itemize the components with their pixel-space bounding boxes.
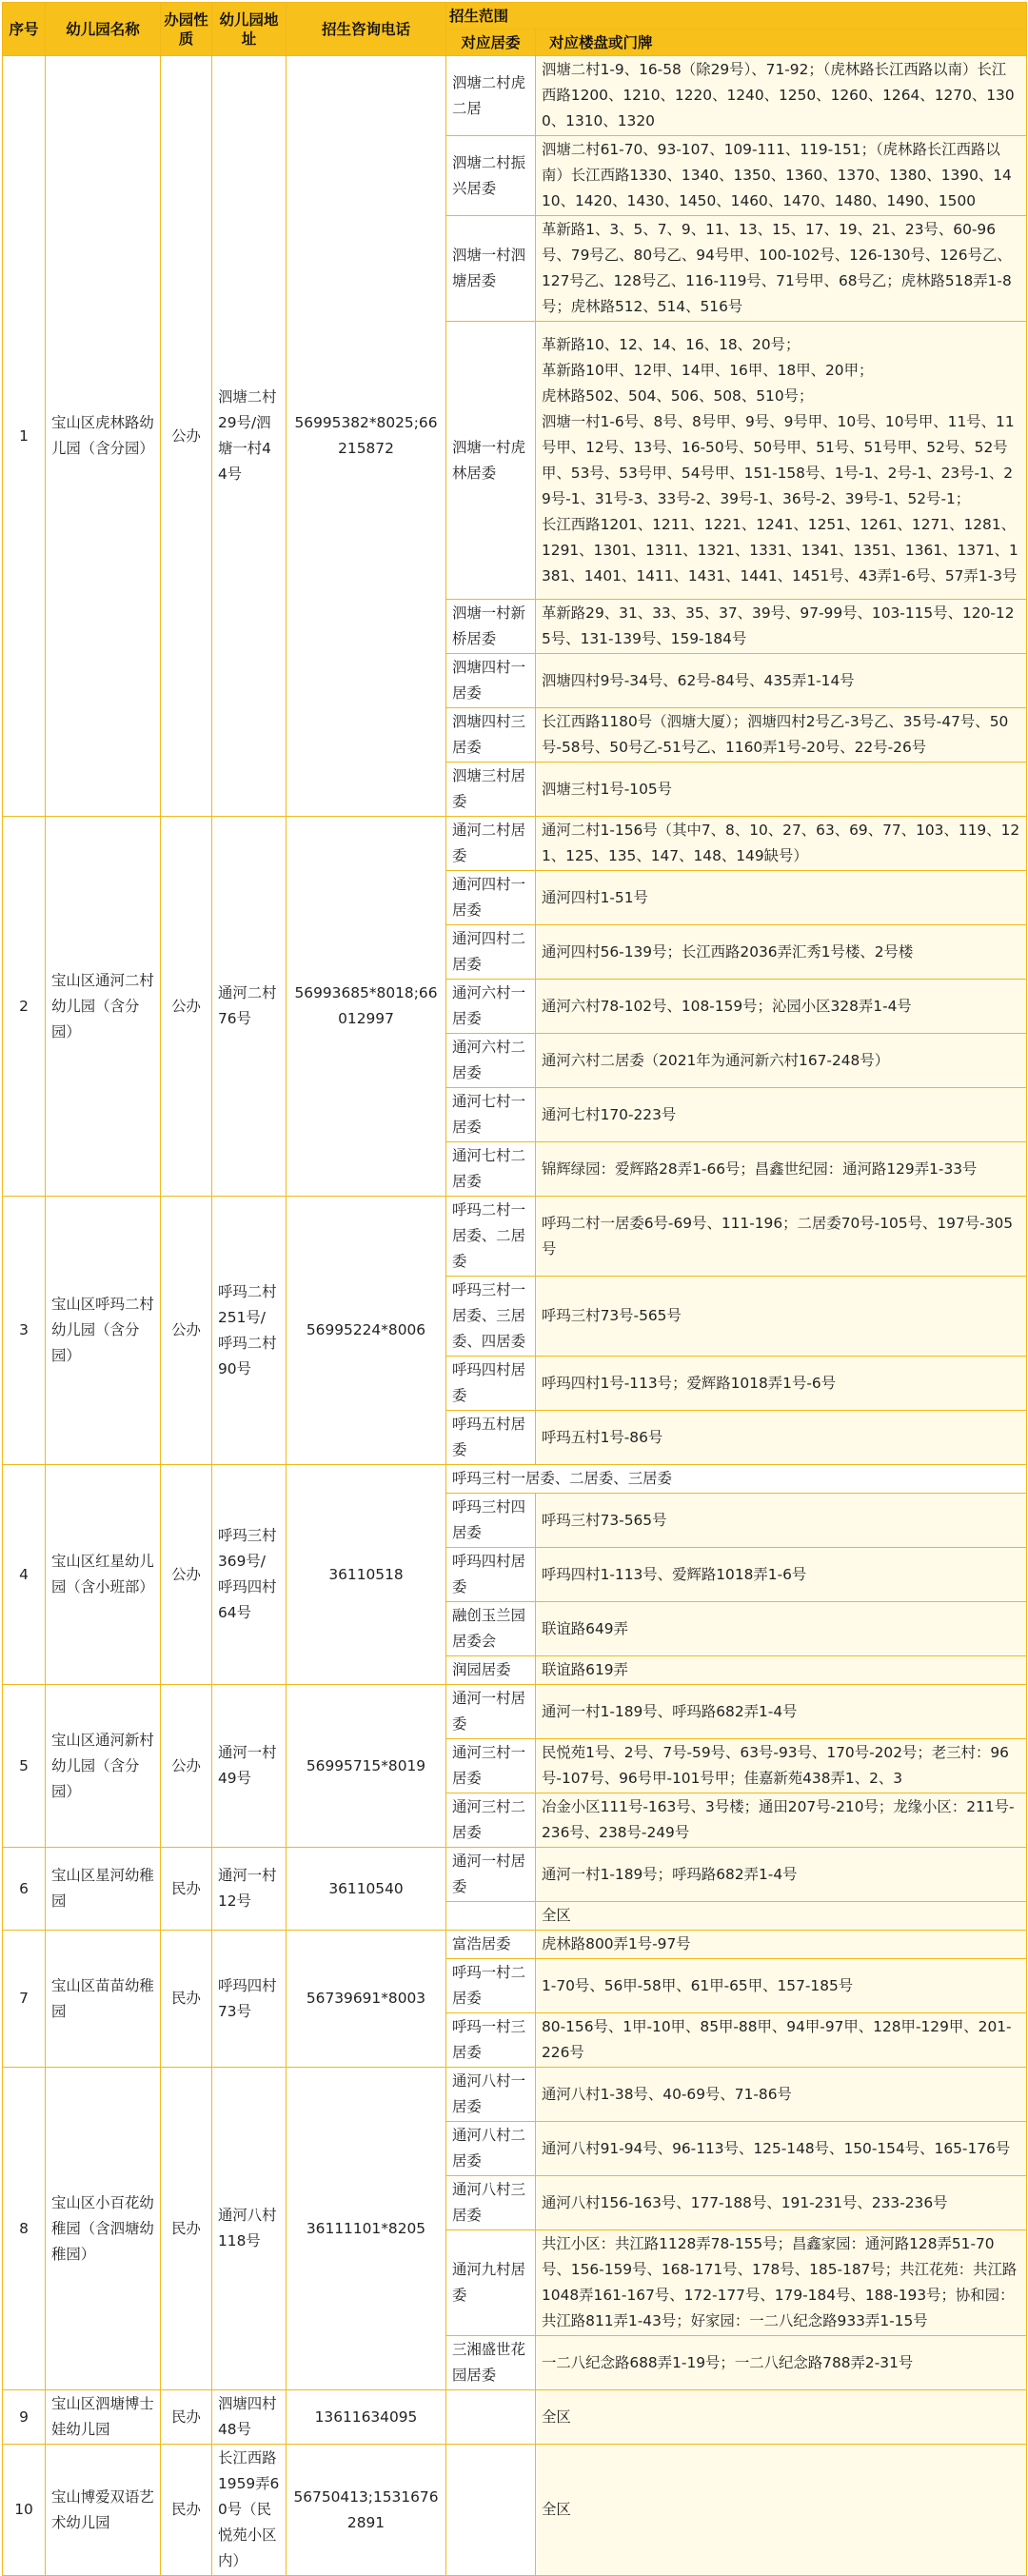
cell-committee: 通河一村居委: [446, 1848, 536, 1902]
cell-address: 通河二村76号: [212, 817, 287, 1197]
cell-committee: 呼玛五村居委: [446, 1411, 536, 1465]
cell-committee: [446, 2445, 536, 2576]
header-type: 办园性质: [161, 3, 212, 56]
cell-committee: 通河七村一居委: [446, 1088, 536, 1142]
cell-type: 民办: [161, 1931, 212, 2068]
table-row: [3, 1931, 1027, 1959]
cell-type: 民办: [161, 2445, 212, 2576]
cell-school-name: 宝山区泗塘博士娃幼儿园: [46, 2390, 161, 2445]
cell-buildings: 通河四村1-51号: [536, 871, 1027, 925]
cell-buildings: 全区: [536, 2390, 1027, 2445]
header-row: [3, 3, 1027, 30]
cell-buildings: 泗塘二村61-70、93-107、109-111、119-151；（虎林路长江西路以南）长江西路1330、1340、1350、1360、1370、1380、1390、1410、1420、1430、1450、1460、1470、1480、1490、1500: [536, 136, 1027, 216]
cell-committee: 泗塘一村新桥居委: [446, 600, 536, 654]
cell-address: 呼玛四村73号: [212, 1931, 287, 2068]
cell-committee: 通河一村居委: [446, 1685, 536, 1739]
cell-committee: 呼玛三村四居委: [446, 1494, 536, 1548]
cell-buildings: 一二八纪念路688弄1-19号；一二八纪念路788弄2-31号: [536, 2336, 1027, 2390]
cell-buildings: 通河八村1-38号、40-69号、71-86号: [536, 2068, 1027, 2122]
cell-no: 5: [3, 1685, 46, 1848]
header-buildings: 对应楼盘或门牌: [536, 30, 1027, 56]
cell-address: 长江西路1959弄60号（民悦苑小区内）: [212, 2445, 287, 2576]
cell-phone: 13611634095: [287, 2390, 446, 2445]
cell-buildings: 通河一村1-189号、呼玛路682弄1-4号: [536, 1685, 1027, 1739]
cell-type: 公办: [161, 1465, 212, 1685]
cell-committee: 泗塘一村泗塘居委: [446, 216, 536, 322]
cell-no: 6: [3, 1848, 46, 1931]
cell-address: 呼玛三村369号/呼玛四村64号: [212, 1465, 287, 1685]
cell-committee: 通河三村二居委: [446, 1793, 536, 1848]
cell-buildings: 锦辉绿园：爱辉路28弄1-66号；昌鑫世纪园：通河路129弄1-33号: [536, 1142, 1027, 1197]
cell-school-name: 宝山区呼玛二村幼儿园（含分园）: [46, 1197, 161, 1465]
cell-committee: 呼玛四村居委: [446, 1357, 536, 1411]
cell-buildings: 呼玛三村73号-565号: [536, 1277, 1027, 1357]
cell-buildings: 通河六村二居委（2021年为通河新六村167-248号）: [536, 1034, 1027, 1088]
cell-committee: 通河四村一居委: [446, 871, 536, 925]
cell-committee: 通河八村三居委: [446, 2176, 536, 2230]
cell-buildings: 通河七村170-223号: [536, 1088, 1027, 1142]
cell-buildings: 泗塘三村1号-105号: [536, 763, 1027, 817]
cell-no: 3: [3, 1197, 46, 1465]
cell-no: 8: [3, 2068, 46, 2390]
cell-buildings: 通河六村78-102号、108-159号；沁园小区328弄1-4号: [536, 980, 1027, 1034]
cell-committee: 通河六村一居委: [446, 980, 536, 1034]
cell-committee: 泗塘一村虎林居委: [446, 322, 536, 600]
table-row: [3, 1197, 1027, 1277]
cell-committee: 通河四村二居委: [446, 925, 536, 980]
cell-committee: 通河八村二居委: [446, 2122, 536, 2176]
table-row: [3, 2068, 1027, 2122]
cell-type: 民办: [161, 1848, 212, 1931]
cell-buildings: 革新路10、12、14、16、18、20号； 革新路10甲、12甲、14甲、16甲、18甲、20甲； 虎林路502、504、506、508、510号； 泗塘一村1-6号、8号、8号甲、9号、9号甲、10号、10号甲、11号、11号甲、12号、13号、16-50号、50号甲、51号、51号甲、52号、52号甲、53号、53号甲、54号甲、151-158号、1号-1、2号-1、23号-1、29号-1、31号-3、33号-2、39号-1、36号-2、39号-1、52号-1； 长江西路1201、1211、1221、1241、1251、1261、1271、1281、1291、1301、1311、1321、1331、1341、1351、1361、1371、1381、1401、1411、1431、1441、1451号、43弄1-6号、57弄1-3号: [536, 322, 1027, 600]
cell-committee: 通河六村二居委: [446, 1034, 536, 1088]
cell-phone: 56739691*8003: [287, 1931, 446, 2068]
table-row: [3, 1465, 1027, 1494]
cell-no: 4: [3, 1465, 46, 1685]
cell-school-name: 宝山博爱双语艺术幼儿园: [46, 2445, 161, 2576]
cell-buildings: 通河一村1-189号；呼玛路682弄1-4号: [536, 1848, 1027, 1902]
cell-committee: 融创玉兰园居委会: [446, 1602, 536, 1656]
cell-type: 公办: [161, 56, 212, 817]
cell-phone: 56995224*8006: [287, 1197, 446, 1465]
cell-phone: 36110540: [287, 1848, 446, 1931]
cell-committee: 泗塘三村居委: [446, 763, 536, 817]
cell-buildings: 虎林路800弄1号-97号: [536, 1931, 1027, 1959]
cell-committee: 泗塘四村一居委: [446, 654, 536, 708]
cell-no: 10: [3, 2445, 46, 2576]
cell-committee: 呼玛一村二居委: [446, 1959, 536, 2013]
cell-buildings: 全区: [536, 2445, 1027, 2576]
cell-committee: [446, 1902, 536, 1931]
header-name: 幼儿园名称: [46, 3, 161, 56]
cell-no: 9: [3, 2390, 46, 2445]
cell-school-name: 宝山区小百花幼稚园（含泗塘幼稚园）: [46, 2068, 161, 2390]
cell-buildings: 联谊路619弄: [536, 1656, 1027, 1685]
cell-buildings: 通河四村56-139号；长江西路2036弄汇秀1号楼、2号楼: [536, 925, 1027, 980]
cell-committee: 通河二村居委: [446, 817, 536, 871]
cell-type: 公办: [161, 1685, 212, 1848]
table-row: [3, 56, 1027, 136]
cell-school-name: 宝山区红星幼儿园（含小班部）: [46, 1465, 161, 1685]
header-phone: 招生咨询电话: [287, 3, 446, 56]
cell-buildings: 民悦苑1号、2号、7号-59号、63号-93号、170号-202号；老三村：96号-107号、96号甲-101号甲；佳嘉新苑438弄1、2、3: [536, 1739, 1027, 1793]
cell-buildings: 联谊路649弄: [536, 1602, 1027, 1656]
cell-committee: 三湘盛世花园居委: [446, 2336, 536, 2390]
cell-buildings: 冶金小区111号-163号、3号楼；通田207号-210号；龙缘小区：211号-236号、238号-249号: [536, 1793, 1027, 1848]
cell-phone: 36111101*8205: [287, 2068, 446, 2390]
cell-buildings: 呼玛四村1号-113号；爱辉路1018弄1号-6号: [536, 1357, 1027, 1411]
cell-no: 7: [3, 1931, 46, 2068]
table-row: [3, 2390, 1027, 2445]
cell-committee: 通河七村二居委: [446, 1142, 536, 1197]
table-row: [3, 1848, 1027, 1902]
cell-phone: 36110518: [287, 1465, 446, 1685]
cell-phone: 56750413;15316762891: [287, 2445, 446, 2576]
cell-buildings: 通河八村91-94号、96-113号、125-148号、150-154号、165-176号: [536, 2122, 1027, 2176]
cell-buildings: 泗塘四村9号-34号、62号-84号、435弄1-14号: [536, 654, 1027, 708]
cell-phone: 56995715*8019: [287, 1685, 446, 1848]
cell-buildings: 全区: [536, 1902, 1027, 1931]
table-body: [3, 56, 1027, 2576]
cell-committee: 通河八村一居委: [446, 2068, 536, 2122]
cell-buildings: 呼玛五村1号-86号: [536, 1411, 1027, 1465]
cell-buildings: 呼玛二村一居委6号-69号、111-196；二居委70号-105号、197号-305号: [536, 1197, 1027, 1277]
cell-no: 1: [3, 56, 46, 817]
cell-type: 公办: [161, 1197, 212, 1465]
cell-phone: 56993685*8018;66012997: [287, 817, 446, 1197]
table-row: [3, 1685, 1027, 1739]
cell-buildings: 长江西路1180号（泗塘大厦）；泗塘四村2号乙-3号乙、35号-47号、50号-58号、50号乙-51号乙、1160弄1号-20号、22号-26号: [536, 708, 1027, 763]
cell-school-name: 宝山区星河幼稚园: [46, 1848, 161, 1931]
cell-committee: 富浩居委: [446, 1931, 536, 1959]
cell-committee: 呼玛四村居委: [446, 1548, 536, 1602]
cell-address: 通河八村118号: [212, 2068, 287, 2390]
cell-committee: 呼玛三村一居委、二居委、三居委: [446, 1465, 1027, 1494]
cell-address: 通河一村12号: [212, 1848, 287, 1931]
cell-committee: 呼玛二村一居委、二居委: [446, 1197, 536, 1277]
cell-address: 泗塘四村48号: [212, 2390, 287, 2445]
cell-school-name: 宝山区通河二村幼儿园（含分园）: [46, 817, 161, 1197]
page: [0, 2, 1028, 2569]
cell-buildings: 共江小区：共江路1128弄78-155号；昌鑫家园：通河路128弄51-70号、156-159号、168-171号、178号、185-187号；共江花苑：共江路1048弄161-167号、172-177号、179-184号、188-193号；协和园：共江路811弄1-43号；好家园：一二八纪念路933弄1-15号: [536, 2230, 1027, 2336]
header-no: 序号: [3, 3, 46, 56]
cell-buildings: 革新路29、31、33、35、37、39号、97-99号、103-115号、120-125号、131-139号、159-184号: [536, 600, 1027, 654]
cell-buildings: 呼玛四村1-113号、爱辉路1018弄1-6号: [536, 1548, 1027, 1602]
header-committee: 对应居委: [446, 30, 536, 56]
cell-committee: 泗塘四村三居委: [446, 708, 536, 763]
cell-school-name: 宝山区通河新村幼儿园（含分园）: [46, 1685, 161, 1848]
cell-buildings: 泗塘二村1-9、16-58（除29号）、71-92；（虎林路长江西路以南）长江西路1200、1210、1220、1240、1250、1260、1264、1270、1300、1310、1320: [536, 56, 1027, 136]
header-address: 幼儿园地址: [212, 3, 287, 56]
cell-type: 民办: [161, 2068, 212, 2390]
table-row: [3, 817, 1027, 871]
cell-committee: 呼玛一村三居委: [446, 2013, 536, 2068]
cell-buildings: 1-70号、56甲-58甲、61甲-65甲、157-185号: [536, 1959, 1027, 2013]
cell-committee: 通河九村居委: [446, 2230, 536, 2336]
cell-phone: 56995382*8025;66215872: [287, 56, 446, 817]
cell-type: 公办: [161, 817, 212, 1197]
cell-committee: 呼玛三村一居委、三居委、四居委: [446, 1277, 536, 1357]
table-row: [3, 2445, 1027, 2576]
cell-committee: 通河三村一居委: [446, 1739, 536, 1793]
cell-buildings: 通河八村156-163号、177-188号、191-231号、233-236号: [536, 2176, 1027, 2230]
cell-school-name: 宝山区苗苗幼稚园: [46, 1931, 161, 2068]
cell-committee: 泗塘二村虎二居: [446, 56, 536, 136]
cell-type: 民办: [161, 2390, 212, 2445]
cell-buildings: 革新路1、3、5、7、9、11、13、15、17、19、21、23号、60-96号、79号乙、80号乙、94号甲、100-102号、126-130号、126号乙、127号乙、128号乙、116-119号、71号甲、68号乙；虎林路518弄1-8号；虎林路512、514、516号: [536, 216, 1027, 322]
header-scope: 招生范围: [446, 3, 1027, 30]
cell-committee: [446, 2390, 536, 2445]
cell-school-name: 宝山区虎林路幼儿园（含分园）: [46, 56, 161, 817]
cell-committee: 泗塘二村振兴居委: [446, 136, 536, 216]
cell-committee: 润园居委: [446, 1656, 536, 1685]
cell-address: 通河一村49号: [212, 1685, 287, 1848]
enrollment-table: [2, 2, 1027, 2576]
cell-buildings: 呼玛三村73-565号: [536, 1494, 1027, 1548]
cell-no: 2: [3, 817, 46, 1197]
cell-address: 呼玛二村251号/呼玛二村90号: [212, 1197, 287, 1465]
cell-address: 泗塘二村29号/泗塘一村44号: [212, 56, 287, 817]
cell-buildings: 80-156号、1甲-10甲、85甲-88甲、94甲-97甲、128甲-129甲、201-226号: [536, 2013, 1027, 2068]
cell-buildings: 通河二村1-156号（其中7、8、10、27、63、69、77、103、119、121、125、135、147、148、149缺号）: [536, 817, 1027, 871]
